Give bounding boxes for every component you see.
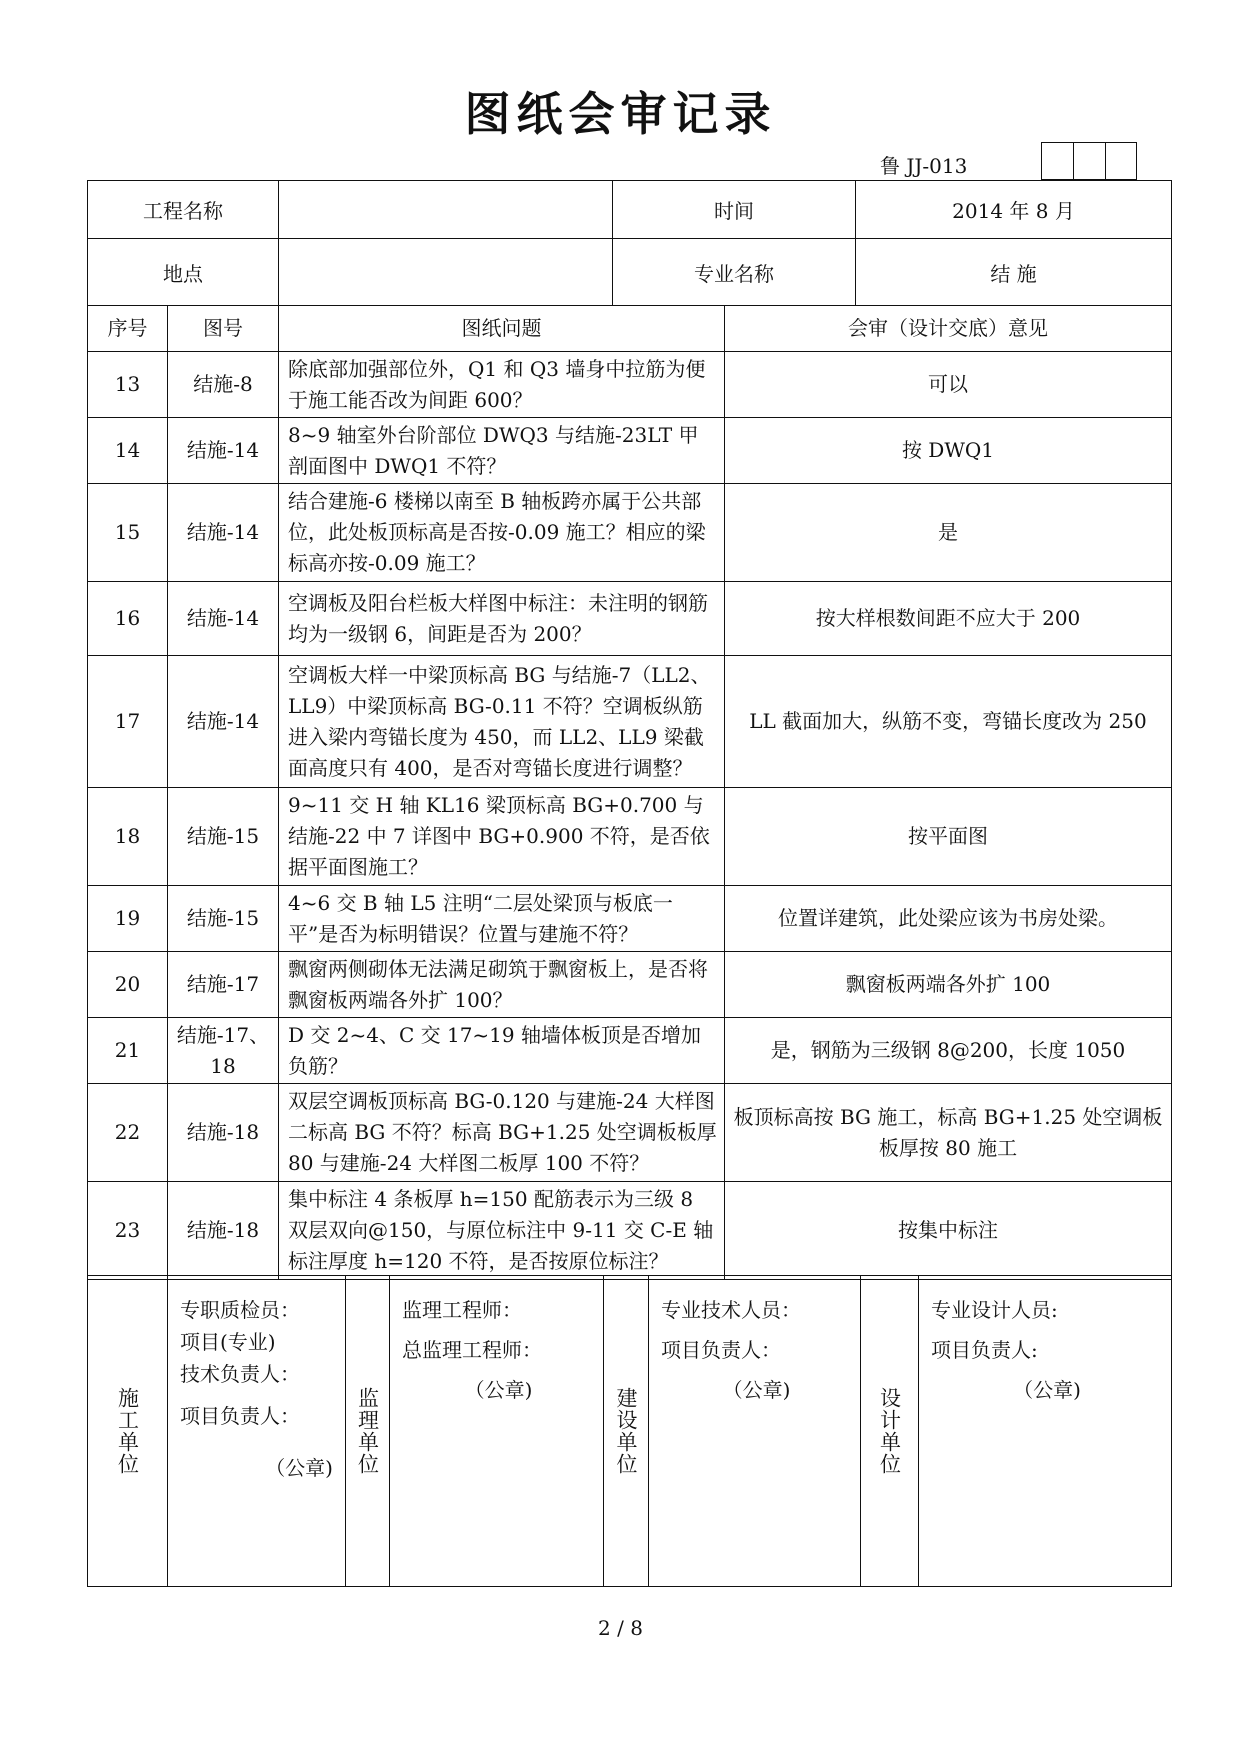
row-no: 20 xyxy=(88,952,168,1018)
row-opinion: 位置详建筑，此处梁应该为书房处梁。 xyxy=(725,886,1172,952)
time-label: 时间 xyxy=(613,181,856,239)
quality-inspector-label: 专职质检员： xyxy=(180,1298,300,1322)
location-label: 地点 xyxy=(88,239,279,306)
row-issue: 除底部加强部位外，Q1 和 Q3 墙身中拉筋为便于施工能否改为间距 600？ xyxy=(279,352,725,418)
design-seal: （公章) xyxy=(1013,1378,1081,1402)
technical-lead-label: 技术负责人： xyxy=(180,1362,300,1386)
construction-seal: （公章) xyxy=(265,1456,333,1480)
design-unit-label-cell xyxy=(861,1276,919,1587)
row-no: 16 xyxy=(88,582,168,656)
owner-sign-cell xyxy=(649,1276,861,1587)
design-sign-cell xyxy=(919,1276,1172,1587)
table-row xyxy=(88,1182,1172,1280)
row-drawing: 结施-18 xyxy=(168,1182,279,1280)
construction-project-lead-label: 项目负责人： xyxy=(180,1404,300,1428)
row-drawing: 结施-17 xyxy=(168,952,279,1018)
table-row xyxy=(88,952,1172,1018)
location-value xyxy=(279,239,613,306)
page-number: 2 / 8 xyxy=(598,1616,643,1640)
code-boxes xyxy=(1041,142,1137,180)
discipline-label: 专业名称 xyxy=(613,239,856,306)
supervision-sign-cell xyxy=(390,1276,604,1587)
owner-technician-label: 专业技术人员： xyxy=(661,1298,801,1322)
row-issue: 空调板及阳台栏板大样图中标注：未注明的钢筋均为一级钢 6，间距是否为 200？ xyxy=(279,582,725,656)
row-opinion: 飘窗板两端各外扩 100 xyxy=(725,952,1172,1018)
row-no: 22 xyxy=(88,1084,168,1182)
row-issue: 集中标注 4 条板厚 h=150 配筋表示为三级 8 双层双向@150，与原位标注中 9-11 交 C-E 轴标注厚度 h=120 不符，是否按原位标注？ xyxy=(279,1182,725,1280)
table-row xyxy=(88,582,1172,656)
row-opinion: 按集中标注 xyxy=(725,1182,1172,1280)
signature-table xyxy=(87,1275,1172,1587)
row-no: 13 xyxy=(88,352,168,418)
row-opinion: 是，钢筋为三级钢 8@200，长度 1050 xyxy=(725,1018,1172,1084)
row-drawing: 结施-8 xyxy=(168,352,279,418)
row-issue: 结合建施-6 楼梯以南至 B 轴板跨亦属于公共部位，此处板顶标高是否按-0.09 施工？相应的梁标高亦按-0.09 施工？ xyxy=(279,484,725,582)
row-drawing: 结施-18 xyxy=(168,1084,279,1182)
row-issue: 4~6 交 B 轴 L5 注明“二层处梁顶与板底一平”是否为标明错误？位置与建施不符？ xyxy=(279,886,725,952)
row-drawing: 结施-14 xyxy=(168,418,279,484)
row-no: 15 xyxy=(88,484,168,582)
table-row xyxy=(88,886,1172,952)
row-opinion: LL 截面加大，纵筋不变，弯锚长度改为 250 xyxy=(725,656,1172,788)
table-row xyxy=(88,1018,1172,1084)
row-no: 23 xyxy=(88,1182,168,1280)
col-no: 序号 xyxy=(88,306,168,352)
row-opinion: 是 xyxy=(725,484,1172,582)
col-issue: 图纸问题 xyxy=(279,306,725,352)
row-no: 17 xyxy=(88,656,168,788)
time-value: 2014 年 8 月 xyxy=(856,181,1172,239)
column-header-row xyxy=(88,306,1172,352)
owner-unit-label-cell xyxy=(604,1276,649,1587)
document-title: 图纸会审记录 xyxy=(464,87,777,141)
row-drawing: 结施-14 xyxy=(168,656,279,788)
owner-project-lead-label: 项目负责人： xyxy=(661,1338,781,1362)
supervision-seal: （公章) xyxy=(464,1378,533,1402)
table-row xyxy=(88,418,1172,484)
table-row xyxy=(88,352,1172,418)
owner-unit-label: 建设单位 xyxy=(614,1387,638,1475)
review-table xyxy=(87,305,1172,1280)
supervision-engineer-label: 监理工程师： xyxy=(402,1298,522,1322)
supervision-unit-label: 监理单位 xyxy=(355,1387,380,1475)
project-name-label: 工程名称 xyxy=(88,181,279,239)
chief-supervision-engineer-label: 总监理工程师： xyxy=(402,1338,542,1362)
row-no: 21 xyxy=(88,1018,168,1084)
table-row xyxy=(88,484,1172,582)
col-drawing: 图号 xyxy=(168,306,279,352)
col-opinion: 会审（设计交底）意见 xyxy=(725,306,1172,352)
row-drawing: 结施-14 xyxy=(168,582,279,656)
design-project-lead-label: 项目负责人: xyxy=(931,1338,1038,1362)
row-issue: 9~11 交 H 轴 KL16 梁顶标高 BG+0.700 与结施-22 中 7 详图中 BG+0.900 不符，是否依据平面图施工？ xyxy=(279,788,725,886)
row-drawing: 结施-15 xyxy=(168,788,279,886)
table-row xyxy=(88,1084,1172,1182)
row-opinion: 按平面图 xyxy=(725,788,1172,886)
project-professional-label: 项目(专业) xyxy=(180,1330,276,1354)
owner-seal: （公章) xyxy=(722,1378,791,1402)
row-issue: 飘窗两侧砌体无法满足砌筑于飘窗板上，是否将飘窗板两端各外扩 100？ xyxy=(279,952,725,1018)
row-drawing: 结施-17、18 xyxy=(168,1018,279,1084)
row-issue: 8~9 轴室外台阶部位 DWQ3 与结施-23LT 甲剖面图中 DWQ1 不符？ xyxy=(279,418,725,484)
project-name-value xyxy=(279,181,613,239)
row-opinion: 按 DWQ1 xyxy=(725,418,1172,484)
table-row xyxy=(88,788,1172,886)
design-unit-label: 设计单位 xyxy=(877,1387,902,1475)
row-issue: 空调板大样一中梁顶标高 BG 与结施-7（LL2、LL9）中梁顶标高 BG-0.11 不符？空调板纵筋进入梁内弯锚长度为 450，而 LL2、LL9 梁截面高度只有 400，是否对弯锚长度进行调整？ xyxy=(279,656,725,788)
document-code: 鲁 JJ-013 xyxy=(880,154,968,178)
construction-unit-label-cell xyxy=(88,1276,168,1587)
designer-label: 专业设计人员: xyxy=(931,1298,1058,1322)
construction-unit-label: 施工单位 xyxy=(115,1387,140,1475)
row-issue: 双层空调板顶标高 BG-0.120 与建施-24 大样图二标高 BG 不符？标高 BG+1.25 处空调板板厚 80 与建施-24 大样图二板厚 100 不符？ xyxy=(279,1084,725,1182)
row-drawing: 结施-15 xyxy=(168,886,279,952)
row-no: 18 xyxy=(88,788,168,886)
construction-sign-cell xyxy=(168,1276,346,1587)
discipline-value: 结 施 xyxy=(856,239,1172,306)
header-table xyxy=(87,180,1172,306)
row-no: 19 xyxy=(88,886,168,952)
row-issue: D 交 2~4、C 交 17~19 轴墙体板顶是否增加负筋？ xyxy=(279,1018,725,1084)
row-opinion: 按大样根数间距不应大于 200 xyxy=(725,582,1172,656)
table-row xyxy=(88,656,1172,788)
supervision-unit-label-cell xyxy=(346,1276,390,1587)
row-opinion: 板顶标高按 BG 施工，标高 BG+1.25 处空调板板厚按 80 施工 xyxy=(725,1084,1172,1182)
row-drawing: 结施-14 xyxy=(168,484,279,582)
row-no: 14 xyxy=(88,418,168,484)
row-opinion: 可以 xyxy=(725,352,1172,418)
